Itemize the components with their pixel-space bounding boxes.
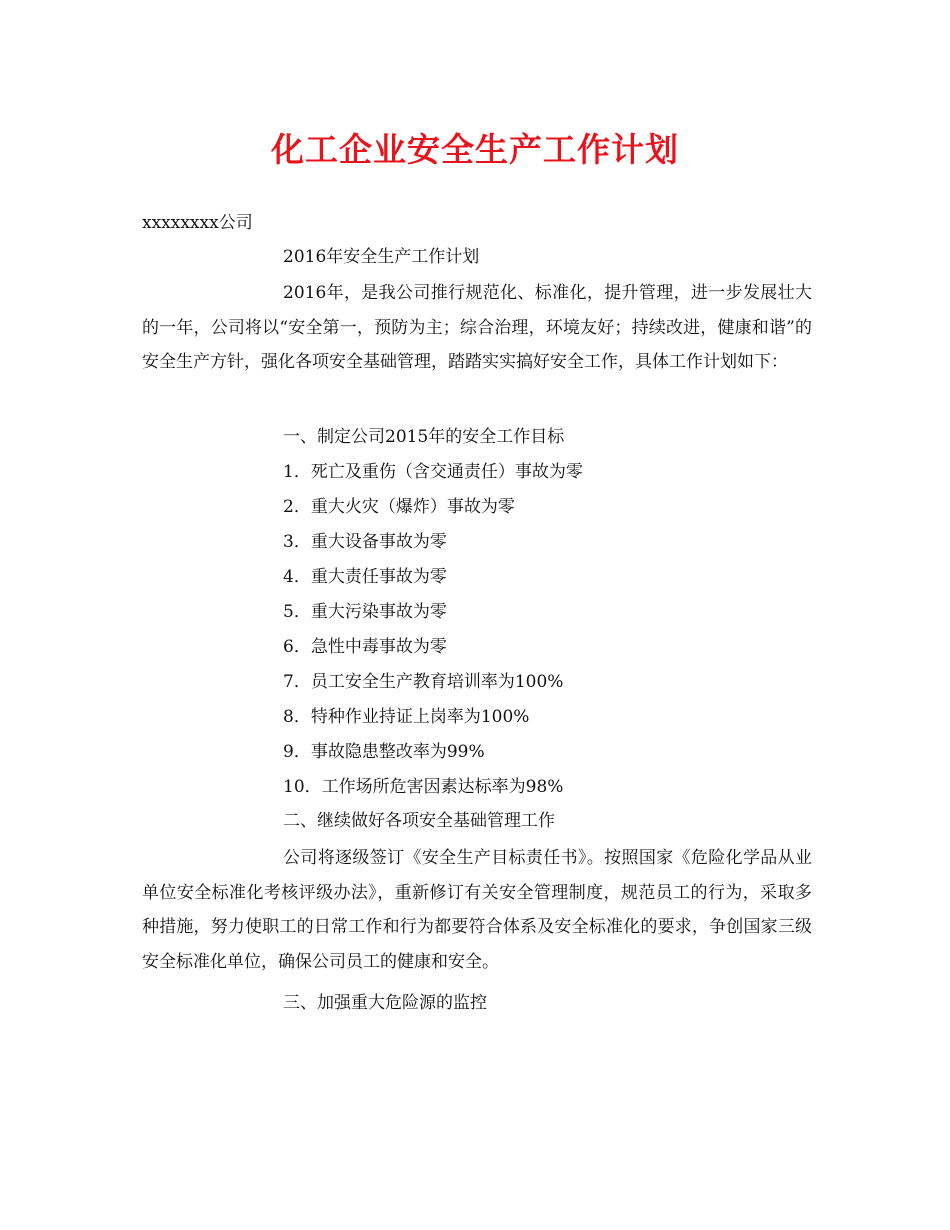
goal-item: 6．急性中毒事故为零: [283, 637, 447, 657]
goal-item: 1．死亡及重伤（含交通责任）事故为零: [283, 462, 583, 482]
goal-item: 5．重大污染事故为零: [283, 602, 447, 622]
goal-item: 7．员工安全生产教育培训率为100%: [283, 672, 564, 692]
section2-paragraph: 公司将逐级签订《安全生产目标责任书》。按照国家《危险化学品从业单位安全标准化考核评级办法》，重新修订有关安全管理制度，规范员工的行为，采取多种措施，努力使职工的日常工作和行为都要符合体系及安全标准化的要求，争创国家三级安全标准化单位，确保公司员工的健康和安全。: [142, 848, 812, 972]
goal-item: 2．重大火灾（爆炸）事故为零: [283, 497, 515, 517]
plan-heading: 2016年安全生产工作计划: [283, 247, 480, 267]
goal-item: 10．工作场所危害因素达标率为98%: [283, 777, 564, 797]
goal-item: 8．特种作业持证上岗率为100%: [283, 707, 530, 727]
section-heading-3: 三、加强重大危险源的监控: [283, 993, 487, 1013]
intro-paragraph: 2016年，是我公司推行规范化、标准化，提升管理，进一步发展壮大的一年，公司将以“安全第一，预防为主；综合治理，环境友好；持续改进，健康和谐”的安全生产方针，强化各项安全基础管理，踏踏实实搞好安全工作，具体工作计划如下：: [142, 283, 812, 372]
section-heading-2: 二、继续做好各项安全基础管理工作: [283, 811, 555, 831]
goal-item: 3．重大设备事故为零: [283, 532, 447, 552]
document-title: 化工企业安全生产工作计划: [271, 130, 679, 169]
goal-item: 9．事故隐患整改率为99%: [283, 742, 485, 762]
company-name: xxxxxxxx公司: [142, 213, 253, 233]
goal-item: 4．重大责任事故为零: [283, 567, 447, 587]
section-heading-1: 一、制定公司2015年的安全工作目标: [283, 427, 565, 447]
